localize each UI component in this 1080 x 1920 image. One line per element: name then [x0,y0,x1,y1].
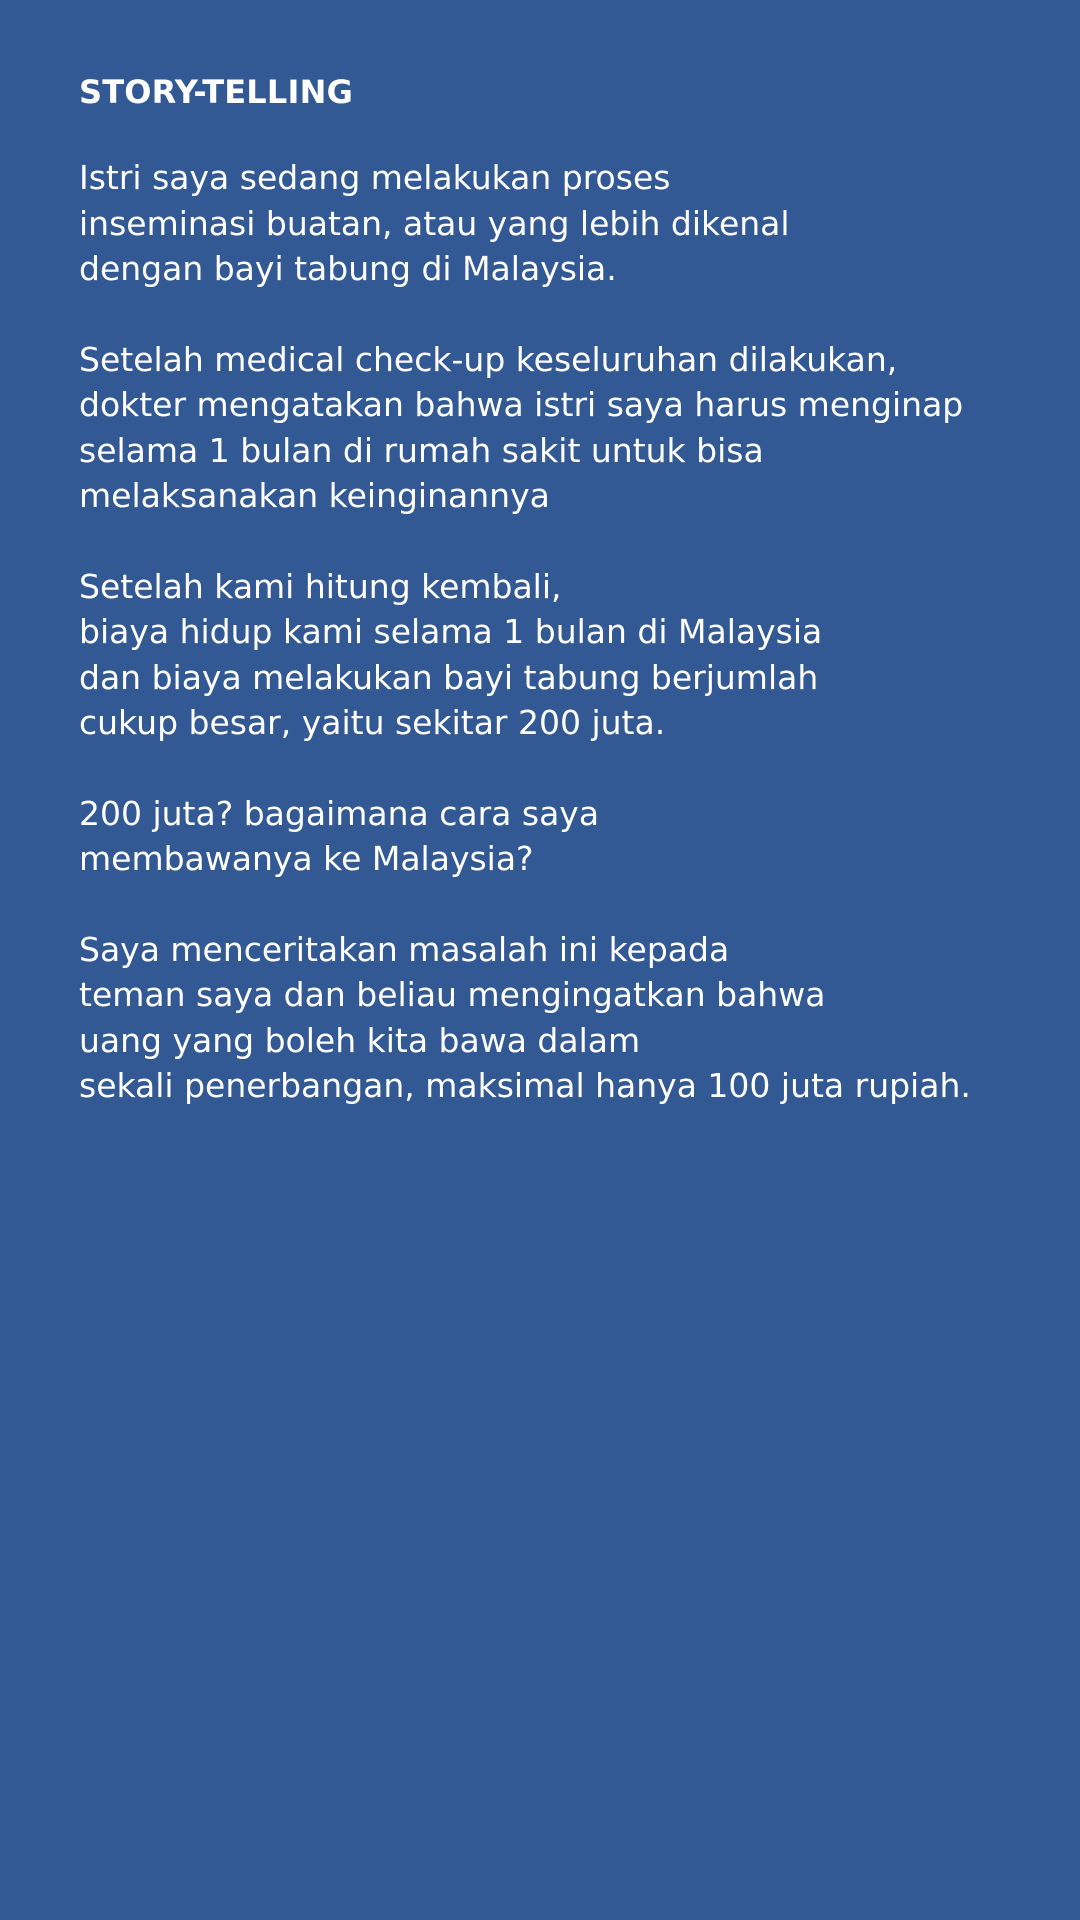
story-paragraph-5 [79,927,1040,1109]
story-line: sekali penerbangan, maksimal hanya 100 juta rupiah. [79,1066,971,1105]
story-line: membawanya ke Malaysia? [79,839,534,878]
story-line: selama 1 bulan di rumah sakit untuk bisa [79,430,764,470]
story-paragraph-3 [79,564,1040,746]
story-line: inseminasi buatan, atau yang lebih dikenal [79,203,790,243]
story-line: Setelah medical check-up keseluruhan dilakukan, [79,339,898,379]
story-line: uang yang boleh kita bawa dalam [79,1020,641,1060]
story-line: dengan bayi tabung di Malaysia. [79,249,617,288]
story-line: biaya hidup kami selama 1 bulan di Malaysia [79,612,823,651]
story-line: 200 juta? bagaimana cara saya [79,793,600,833]
story-line: dokter mengatakan bahwa istri saya harus menginap [79,385,964,424]
story-line: Setelah kami hitung kembali, [79,566,562,606]
story-paragraph-2 [79,337,1040,519]
story-line: teman saya dan beliau mengingatkan bahwa [79,975,826,1014]
story-heading: STORY-TELLING [79,73,354,111]
story-line: Saya menceritakan masalah ini kepada [79,929,730,969]
story-line: dan biaya melakukan bayi tabung berjumlah [79,657,819,697]
story-line: melaksanakan keinginannya [79,476,550,515]
story-paragraph-1 [79,155,1040,292]
story-line: cukup besar, yaitu sekitar 200 juta. [79,703,666,742]
story-line: Istri saya sedang melakukan proses [79,158,671,197]
story-paragraph-4 [79,791,1040,882]
